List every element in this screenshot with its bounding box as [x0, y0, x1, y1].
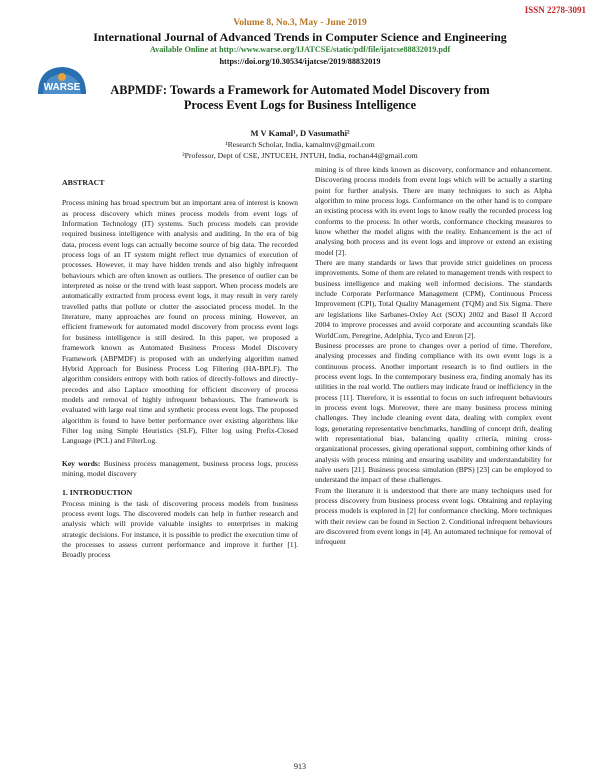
online-url[interactable]: Available Online at http://www.warse.org/IJATCSE/static/pdf/file/ijatcse88832019.pdf: [149, 45, 451, 54]
introduction-heading: 1. INTRODUCTION: [62, 488, 133, 498]
paragraph-process-mining-kinds: mining is of three kinds known as discovery, conformance and enhancement. Discovering process models from event logs which will be actually a starting point for further analysis. There are many techniques to such as Alpha algorithm to mine process logs. Conformance on the other hand is to compare an existing process with its event logs to know really the recorded process log conforms to the process. In other words, conformance checking measures to know whether the model aligns with the reality. Enhancement is the act of analysing both process and its event logs and improve or extend an existing model [2].: [315, 165, 552, 257]
introduction-text: Process mining is the task of discovering process models from business process event logs. The discovered models can help in further research and analysis which will provide valuable insights to enterprises in making strategic decisions. For instance, it is possible to predict the execution time of the processes to assess current performance and improve it further [1]. Broadly process: [62, 498, 298, 560]
keywords-label: Key words:: [62, 458, 101, 468]
page-number: 913: [294, 762, 306, 771]
paragraph-challenges: Business processes are prone to changes over a period of time. Therefore, analysing processes and finding compliance with its own event logs is a continuous process. Another important research is to find outliers in the process event logs. In the contemporary business era, finding anomaly has its utilities in the real world. The outliers may indicate fraud or inefficiency in the process [11]. Therefore, it is essential to focus on such infrequent behaviours in process event logs. Moreover, there are many business process mining challenges. They include cleaning event data, dealing with complex event logs, generating representative benchmarks, handling of concept drift, dealing with representational bias, balancing quality criteria, mining cross-organizational processes, giving operational support, combining other kinds of analysis with process mining and ensuring usability and understandability for naïve users [21]. Business process simulation (BPS) [23] can be employed to understand the impact of these challenges.: [315, 340, 552, 485]
paragraph-literature: From the literature it is understood that there are many techniques used for process discovery from business process event logs. Obtaining and replaying process models is explored in [2] for conformance checking. More techniques with their review can be found in Section 2. Conditional infrequent behaviours are discovered from event longs in [4]. An automated technique for removal of infrequent: [315, 485, 552, 547]
affiliation-2: ²Professor, Dept of CSE, JNTUCEH, JNTUH, India, rochan44@gmail.com: [182, 151, 418, 160]
journal-title: International Journal of Advanced Trends in Computer Science and Engineering: [93, 30, 507, 44]
paper-authors: M V Kamal¹, D Vasumathi²: [250, 128, 350, 138]
keywords-text: Business process management, business process logs, process mining, model discovery: [62, 458, 298, 478]
abstract-text: Process mining has broad spectrum but an important area of interest is known as process discovery which mines process models from event logs of Information Technology (IT) systems. Such process models can provide required business intelligence with analysis and auditing. In the era of big data, process event logs can actually become source of big data. The recorded process logs of an IT system might reflect true dynamics of execution of processes. However, it may have hidden trends and also highly infrequent behaviours which are often known as outliers. The presence of outlier can be interpreted as noise or the trend with least support. When process models are automatically extracted from process event logs, it may result in very rarely travelled paths that pollute or clutter the associated process model. In the literature, many approaches are found on process mining. However, an efficient framework for automated model discovery from process event logs for business intelligence is still desired. In this paper, we proposed a framework known as Automated Business Process Model Discovery Framework (ABPMDF) is proposed with an underlying algorithm named Hybrid Approach for Business Process Log Filtering (HA-BPLF). The algorithm considers entropy with both ratios of directly-follows and directly-precedes and also Laplace smoothing for efficient discovery of process models and removal of highly infrequent behaviours. The framework is evaluated with large real time and synthetic process event logs. The proposed algorithm is found to have better performance over existing algorithms like Filter log using Simple Heuristics (SLF), Filter log using Prefix-Closed Language (PCL) and FilterLog.: [62, 198, 298, 446]
keywords-paragraph: [62, 459, 298, 480]
paragraph-standards: There are many standards or laws that provide strict guidelines on process improvements. Some of them are related to management trends with respect to business intelligence and making well informed decisions. The standards include Corporate Performance Management (CPM), Continuous Process Improvement (CPI), Total Quality Management (TQM) and Six Sigma. There are legislations like Sarbanes-Oxley Act (SOX) 2002 and Basel II Accord 2004 to improve processes and avoid corporate and accounting scandals like WorldCom, Peregrine, Adelphia, Tyco and Enron [2].: [315, 258, 552, 340]
paper-title: ABPMDF: Towards a Framework for Automated Model Discovery from Process Event Logs for Business Intelligence: [110, 83, 490, 112]
doi-link[interactable]: https://doi.org/10.30534/ijatcse/2019/88832019: [219, 57, 381, 66]
left-column: [62, 178, 298, 561]
issn-number: ISSN 2278-3091: [524, 5, 586, 15]
warse-logo: [34, 64, 90, 98]
affiliation-1: ¹Research Scholar, India, kamalmv@gmail.com: [225, 140, 375, 149]
abstract-heading: ABSTRACT: [62, 178, 105, 187]
right-column: [315, 165, 552, 548]
volume-issue: Volume 8, No.3, May - June 2019: [233, 18, 367, 28]
logo-text: WARSE: [43, 82, 81, 93]
